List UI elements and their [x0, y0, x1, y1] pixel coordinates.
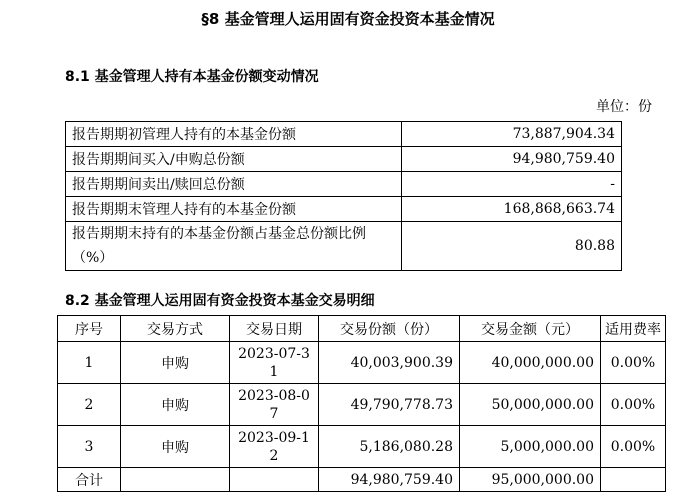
date-line-2: 7 — [269, 405, 279, 422]
total-shares: 94,980,759.40 — [319, 468, 460, 492]
total-row — [58, 468, 666, 492]
col-header-no: 序号 — [58, 316, 121, 342]
row-value: 73,887,904.34 — [402, 122, 622, 147]
row-value: 80.88 — [402, 222, 622, 271]
row-label: 报告期期初管理人持有的本基金份额 — [66, 122, 402, 147]
cell-date — [230, 426, 319, 468]
unit-label: 单位：份 — [596, 99, 652, 115]
cell-no: 3 — [58, 426, 121, 468]
subsection-8-1-title: 8.1 基金管理人持有本基金份额变动情况 — [65, 69, 319, 85]
cell-method: 申购 — [121, 384, 230, 426]
section-title: §8 基金管理人运用固有资金投资本基金情况 — [201, 10, 495, 28]
table-row — [66, 122, 622, 147]
col-header-fee: 适用费率 — [601, 316, 666, 342]
date-line-1: 2023-07-3 — [238, 345, 310, 362]
cell-method: 申购 — [121, 342, 230, 384]
cell-amount: 40,000,000.00 — [460, 342, 601, 384]
total-amount: 95,000,000.00 — [460, 468, 601, 492]
cell-fee: 0.00% — [601, 426, 666, 468]
total-date-empty — [230, 468, 319, 492]
cell-fee: 0.00% — [601, 342, 666, 384]
row-label: 报告期期末管理人持有的本基金份额 — [66, 197, 402, 222]
table-row — [58, 342, 666, 384]
table-row — [66, 222, 622, 271]
transaction-detail-table — [57, 315, 666, 492]
table-row — [66, 172, 622, 197]
row-value: 168,868,663.74 — [402, 197, 622, 222]
cell-no: 2 — [58, 384, 121, 426]
subsection-8-2-title: 8.2 基金管理人运用固有资金投资本基金交易明细 — [65, 293, 375, 309]
row-value: 94,980,759.40 — [402, 147, 622, 172]
cell-no: 1 — [58, 342, 121, 384]
cell-amount: 5,000,000.00 — [460, 426, 601, 468]
cell-shares: 49,790,778.73 — [319, 384, 460, 426]
cell-shares: 5,186,080.28 — [319, 426, 460, 468]
date-line-2: 2 — [269, 447, 279, 464]
cell-method: 申购 — [121, 426, 230, 468]
date-line-1: 2023-09-1 — [238, 429, 310, 446]
table-row — [58, 426, 666, 468]
row-value: - — [402, 172, 622, 197]
total-label: 合计 — [58, 468, 121, 492]
cell-shares: 40,003,900.39 — [319, 342, 460, 384]
cell-date — [230, 342, 319, 384]
cell-amount: 50,000,000.00 — [460, 384, 601, 426]
row-label: 报告期期间买入/申购总份额 — [66, 147, 402, 172]
cell-date — [230, 384, 319, 426]
holding-change-table — [65, 121, 622, 271]
header-row — [58, 316, 666, 342]
total-fee-empty — [601, 468, 666, 492]
cell-fee: 0.00% — [601, 384, 666, 426]
table-row — [58, 384, 666, 426]
total-method-empty — [121, 468, 230, 492]
table-row — [66, 197, 622, 222]
col-header-method: 交易方式 — [121, 316, 230, 342]
row-label: 报告期期间卖出/赎回总份额 — [66, 172, 402, 197]
col-header-amount: 交易金额（元） — [460, 316, 601, 342]
col-header-date: 交易日期 — [230, 316, 319, 342]
date-line-2: 1 — [269, 363, 279, 380]
date-line-1: 2023-08-0 — [238, 387, 310, 404]
row-label: 报告期期末持有的本基金份额占基金总份额比例（%） — [66, 222, 402, 271]
table-row — [66, 147, 622, 172]
col-header-shares: 交易份额（份） — [319, 316, 460, 342]
